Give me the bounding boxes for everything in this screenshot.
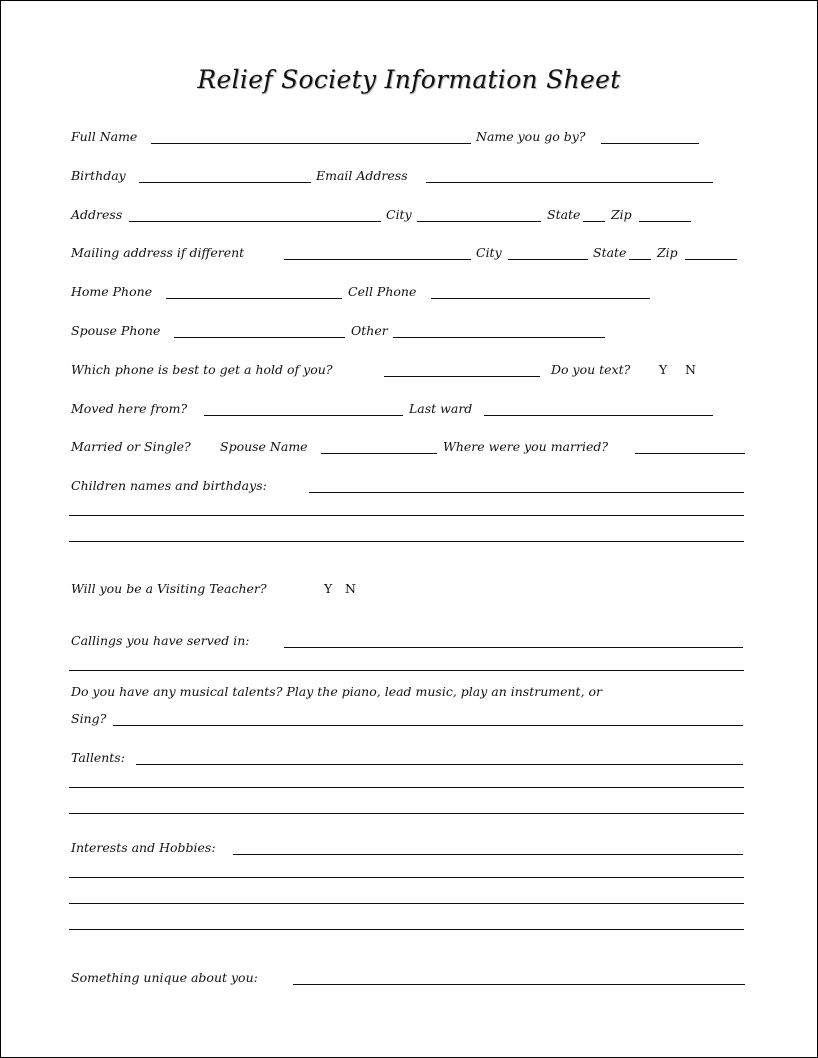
city-field[interactable] — [417, 221, 541, 222]
married-single-label: Married or Single? — [71, 439, 191, 454]
text-yes-option[interactable]: Y — [659, 362, 668, 377]
children-label: Children names and birthdays: — [71, 478, 267, 493]
spouse-name-field[interactable] — [321, 453, 437, 454]
musical-question-line-1: Do you have any musical talents? Play the piano, lead music, play an instrument, or — [71, 684, 603, 699]
unique-field[interactable] — [293, 984, 745, 985]
moved-from-field[interactable] — [204, 415, 403, 416]
mailing-state-field[interactable] — [629, 259, 651, 260]
other-phone-field[interactable] — [393, 337, 605, 338]
callings-field[interactable] — [284, 647, 743, 648]
musical-field[interactable] — [113, 725, 743, 726]
moved-from-label: Moved here from? — [71, 401, 188, 416]
email-label: Email Address — [316, 168, 408, 183]
mailing-zip-label: Zip — [657, 245, 678, 260]
visiting-teacher-label: Will you be a Visiting Teacher? — [71, 581, 267, 596]
last-ward-field[interactable] — [484, 415, 713, 416]
birthday-field[interactable] — [139, 182, 311, 183]
talents-field[interactable] — [136, 764, 743, 765]
mailing-field[interactable] — [284, 259, 471, 260]
last-ward-label: Last ward — [409, 401, 473, 416]
state-label: State — [547, 207, 581, 222]
home-phone-field[interactable] — [166, 298, 342, 299]
zip-field[interactable] — [639, 221, 691, 222]
birthday-label: Birthday — [71, 168, 126, 183]
mailing-label: Mailing address if different — [71, 245, 245, 260]
callings-label: Callings you have served in: — [71, 633, 250, 648]
other-label: Other — [351, 323, 388, 338]
zip-label: Zip — [611, 207, 632, 222]
state-field[interactable] — [583, 221, 605, 222]
mailing-city-field[interactable] — [508, 259, 588, 260]
interests-label: Interests and Hobbies: — [71, 840, 216, 855]
where-married-label: Where were you married? — [443, 439, 609, 454]
full-name-field[interactable] — [151, 143, 471, 144]
callings-extra-line[interactable] — [69, 670, 744, 671]
name-go-by-label: Name you go by? — [476, 129, 586, 144]
spouse-phone-label: Spouse Phone — [71, 323, 161, 338]
mailing-state-label: State — [593, 245, 627, 260]
talents-label: Tallents: — [71, 750, 125, 765]
cell-phone-label: Cell Phone — [348, 284, 417, 299]
talents-extra-line-2[interactable] — [69, 813, 744, 814]
spouse-name-label: Spouse Name — [220, 439, 308, 454]
children-extra-line-2[interactable] — [69, 541, 744, 542]
visiting-no-option[interactable]: N — [345, 581, 356, 596]
text-no-option[interactable]: N — [685, 362, 696, 377]
interests-field[interactable] — [233, 854, 743, 855]
home-phone-label: Home Phone — [71, 284, 153, 299]
city-label: City — [386, 207, 412, 222]
children-extra-line-1[interactable] — [69, 515, 744, 516]
interests-extra-line-2[interactable] — [69, 903, 744, 904]
full-name-label: Full Name — [71, 129, 138, 144]
talents-extra-line-1[interactable] — [69, 787, 744, 788]
sheet-title: Relief Society Information Sheet — [197, 65, 621, 94]
mailing-city-label: City — [476, 245, 502, 260]
best-phone-label: Which phone is best to get a hold of you? — [71, 362, 333, 377]
interests-extra-line-1[interactable] — [69, 877, 744, 878]
email-field[interactable] — [426, 182, 713, 183]
do-you-text-label: Do you text? — [551, 362, 631, 377]
address-field[interactable] — [129, 221, 381, 222]
name-go-by-field[interactable] — [601, 143, 699, 144]
address-label: Address — [71, 207, 123, 222]
cell-phone-field[interactable] — [431, 298, 650, 299]
musical-question-line-2: Sing? — [71, 711, 107, 726]
where-married-field[interactable] — [635, 453, 745, 454]
visiting-yes-option[interactable]: Y — [324, 581, 333, 596]
unique-label: Something unique about you: — [71, 970, 258, 985]
spouse-phone-field[interactable] — [174, 337, 345, 338]
interests-extra-line-3[interactable] — [69, 929, 744, 930]
children-field[interactable] — [309, 492, 744, 493]
best-phone-field[interactable] — [384, 376, 540, 377]
mailing-zip-field[interactable] — [685, 259, 737, 260]
